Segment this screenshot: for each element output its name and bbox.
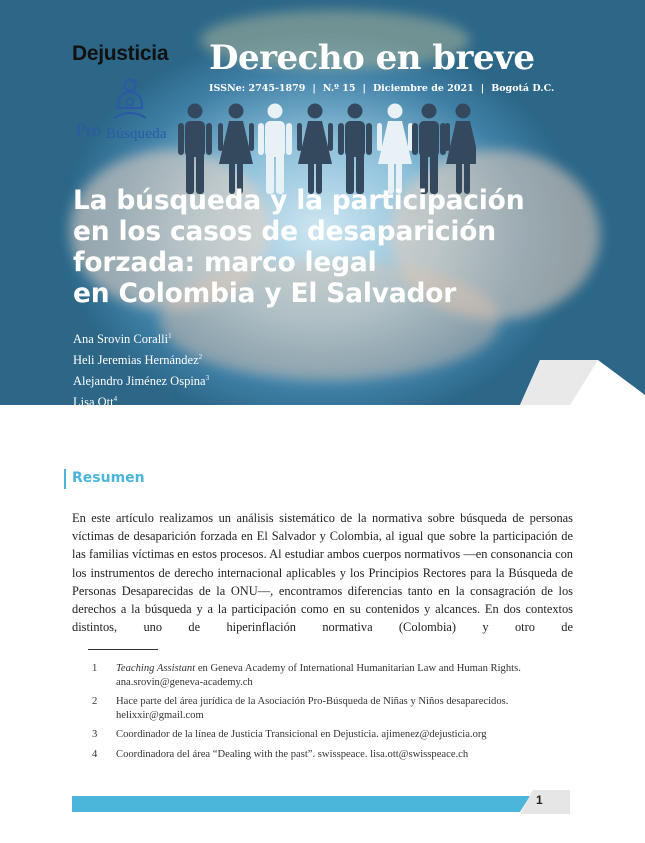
footnote (92, 662, 577, 689)
family-emblem-icon (110, 78, 150, 124)
footnote-email: helixxir@gmail.com (116, 709, 204, 721)
dejusticia-logo: Dejusticia (72, 42, 169, 65)
author-list (73, 327, 209, 405)
author (73, 390, 209, 405)
title-line: forzada: marco legal (73, 247, 377, 278)
section-accent-bar (64, 469, 66, 489)
footnote-ref: 2 (198, 353, 203, 361)
footnote-line (116, 662, 577, 676)
author (73, 348, 209, 369)
footnote-email: ana.srovin@geneva-academy.ch (116, 676, 253, 688)
cover-hero (0, 0, 645, 405)
footnote-ref: 1 (168, 332, 172, 340)
footnote-text: en Geneva Academy of International Humanitarian Law and Human Rights. (195, 663, 521, 674)
issue-date: Diciembre de 2021 (372, 83, 474, 94)
footnote (92, 748, 577, 762)
author-name: Ana Srovin Coralli (73, 332, 169, 346)
author-name: Alejandro Jiménez Ospina (73, 374, 206, 388)
footnote (92, 728, 577, 742)
footnote-text: Hace parte del área jurídica de la Asociación Pro-Búsqueda de Niñas y Niños desaparecidos. (116, 696, 509, 707)
probusqueda-logo-busqueda: Búsqueda (106, 126, 167, 142)
footer-bar (0, 790, 645, 820)
footnote-ref: 3 (205, 374, 210, 382)
people-silhouettes-icon (176, 100, 476, 195)
issue-number: N.º 15 (322, 83, 356, 94)
footnote-number: 2 (92, 696, 98, 707)
footnote (92, 695, 577, 722)
footnote-divider (88, 649, 158, 650)
footnotes (92, 662, 577, 767)
footnote-number: 4 (92, 748, 98, 760)
author-name: Lisa Ott (73, 395, 114, 405)
series-title: Derecho en breve (209, 38, 535, 78)
footnote-number: 3 (92, 729, 98, 740)
author-name: Heli Jeremias Hernández (73, 353, 199, 367)
issn: ISSNe: 2745-1879 (209, 83, 306, 94)
footnote-italic: Teaching Assistant (116, 663, 196, 674)
footnote-ref: 4 (113, 395, 118, 403)
page-number: 1 (536, 793, 543, 807)
probusqueda-logo-pro: Pro (76, 120, 102, 140)
author (73, 369, 209, 390)
title-line: en los casos de desaparición (73, 216, 496, 247)
issue-city: Bogotá D.C. (491, 83, 555, 94)
title-line: La búsqueda y la participación (73, 185, 525, 216)
title-line: en Colombia y El Salvador (73, 278, 457, 309)
footnote-text: Coordinador de la línea de Justicia Transicional en Dejusticia. ajimenez@dejusticia.org (116, 729, 487, 740)
publication-meta: ISSNe: 2745-1879 | N.º 15 | Diciembre de 2021 | Bogotá D.C. (209, 83, 555, 94)
abstract-heading: Resumen (72, 470, 145, 486)
author (73, 327, 209, 348)
article-title (73, 185, 593, 309)
probusqueda-logo (76, 78, 176, 144)
footnote-number: 1 (92, 663, 98, 674)
abstract-text: En este artículo realizamos un análisis sistemático de la normativa sobre búsqueda de personas víctimas de desaparición forzada en El Salvador y Colombia, al igual que sobre la participación de las familias víctimas en estos procesos. Al estudiar ambos cuerpos normativos —en consonancia con los instrumentos de derecho internacional aplicables y los Principios Rectores para la Búsqueda de Personas Desaparecidas de la ONU—, encontramos diferencias tanto en la consagración de los derechos a la búsqueda y a la participación como en su contenidos y alcances. En dos contextos distintos, uno de hiperinflación normativa (Colombia) y otro de (72, 511, 573, 635)
footnote-text: Coordinadora del área “Dealing with the past”. swisspeace. lisa.ott@swisspeace.ch (116, 748, 469, 760)
